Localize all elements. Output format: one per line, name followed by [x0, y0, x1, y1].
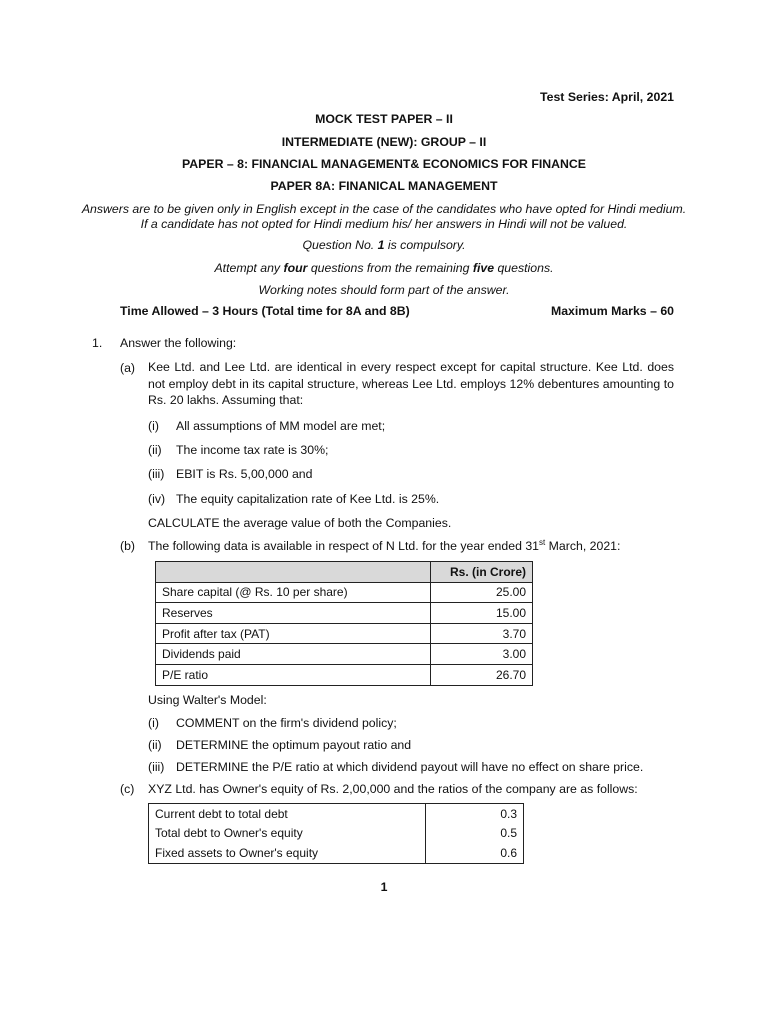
table-cell: P/E ratio — [156, 664, 431, 685]
table-cell: Current debt to total debt — [149, 804, 426, 824]
table-row — [149, 843, 524, 863]
table-row — [156, 603, 533, 624]
list-item-label: (ii) — [148, 738, 162, 752]
page-number: 1 — [380, 880, 388, 894]
table-cell: 15.00 — [431, 603, 533, 624]
table-cell: 0.3 — [426, 804, 524, 824]
table-cell: 3.70 — [431, 623, 533, 644]
table-cell: Reserves — [156, 603, 431, 624]
list-item-label: (iii) — [148, 467, 165, 481]
time-allowed: Time Allowed – 3 Hours (Total time for 8A and 8B) — [120, 304, 410, 318]
list-item-label: (i) — [148, 419, 159, 433]
dividend-data-table — [155, 561, 533, 686]
table-cell: 0.6 — [426, 843, 524, 863]
table-header-cell — [156, 562, 431, 583]
list-item-label: (i) — [148, 716, 159, 730]
table-row — [149, 824, 524, 844]
instruction-language: Answers are to be given only in English except in the case of the candidates who have opted for Hindi medium. — [81, 202, 687, 216]
table-cell: 3.00 — [431, 644, 533, 665]
table-cell: 25.00 — [431, 582, 533, 603]
table-row — [149, 804, 524, 824]
part-b-text: The following data is available in respect of N Ltd. for the year ended 31st March, 2021: — [148, 537, 621, 553]
table-row — [156, 623, 533, 644]
part-c-text: XYZ Ltd. has Owner's equity of Rs. 2,00,000 and the ratios of the company are as follows: — [148, 782, 638, 796]
list-item-label: (ii) — [148, 443, 162, 457]
list-item: DETERMINE the P/E ratio at which dividend payout will have no effect on share price. — [176, 760, 644, 774]
table-header-row — [156, 562, 533, 583]
maximum-marks: Maximum Marks – 60 — [550, 304, 674, 318]
title-paper: PAPER – 8: FINANCIAL MANAGEMENT& ECONOMICS FOR FINANCE — [182, 157, 586, 171]
title-subpaper: PAPER 8A: FINANICAL MANAGEMENT — [270, 179, 498, 193]
table-cell: 0.5 — [426, 824, 524, 844]
instruction-compulsory: Question No. 1 is compulsory. — [302, 238, 466, 252]
part-a-text: Kee Ltd. and Lee Ltd. are identical in every respect except for capital structure. Kee Ltd. does not employ debt in its capital structure, whereas Lee Ltd. employs 12% debentures amounting to Rs. 20 lakhs. Assuming that: — [148, 360, 674, 407]
table-row — [156, 644, 533, 665]
question-intro: Answer the following: — [120, 336, 237, 350]
list-item: All assumptions of MM model are met; — [176, 419, 386, 433]
instruction-attempt: Attempt any four questions from the remaining five questions. — [214, 261, 554, 275]
list-item-label: (iv) — [148, 492, 166, 506]
list-item: COMMENT on the firm's dividend policy; — [176, 716, 397, 730]
part-a-calculate: CALCULATE the average value of both the Companies. — [148, 516, 452, 530]
list-item: The income tax rate is 30%; — [176, 443, 329, 457]
table-cell: Total debt to Owner's equity — [149, 824, 426, 844]
title-mock-test: MOCK TEST PAPER – II — [315, 112, 453, 126]
table-row — [156, 664, 533, 685]
part-a-label: (a) — [120, 361, 136, 375]
table-cell: Dividends paid — [156, 644, 431, 665]
table-cell: Profit after tax (PAT) — [156, 623, 431, 644]
ratios-table — [148, 803, 524, 864]
list-item: EBIT is Rs. 5,00,000 and — [176, 467, 313, 481]
question-number: 1. — [92, 336, 103, 350]
table-cell: Share capital (@ Rs. 10 per share) — [156, 582, 431, 603]
list-item: The equity capitalization rate of Kee Ltd. is 25%. — [176, 492, 440, 506]
instruction-hindi: If a candidate has not opted for Hindi medium his/ her answers in Hindi will not be valued. — [140, 217, 628, 231]
table-cell: Fixed assets to Owner's equity — [149, 843, 426, 863]
table-header-cell: Rs. (in Crore) — [431, 562, 533, 583]
list-item-label: (iii) — [148, 760, 165, 774]
list-item: DETERMINE the optimum payout ratio and — [176, 738, 412, 752]
title-group: INTERMEDIATE (NEW): GROUP – II — [281, 135, 487, 149]
part-b-label: (b) — [120, 539, 136, 553]
test-series: Test Series: April, 2021 — [540, 90, 674, 104]
table-cell: 26.70 — [431, 664, 533, 685]
part-b-model: Using Walter's Model: — [148, 693, 267, 707]
instruction-working-notes: Working notes should form part of the answer. — [258, 283, 510, 297]
table-row — [156, 582, 533, 603]
part-c-label: (c) — [120, 782, 135, 796]
